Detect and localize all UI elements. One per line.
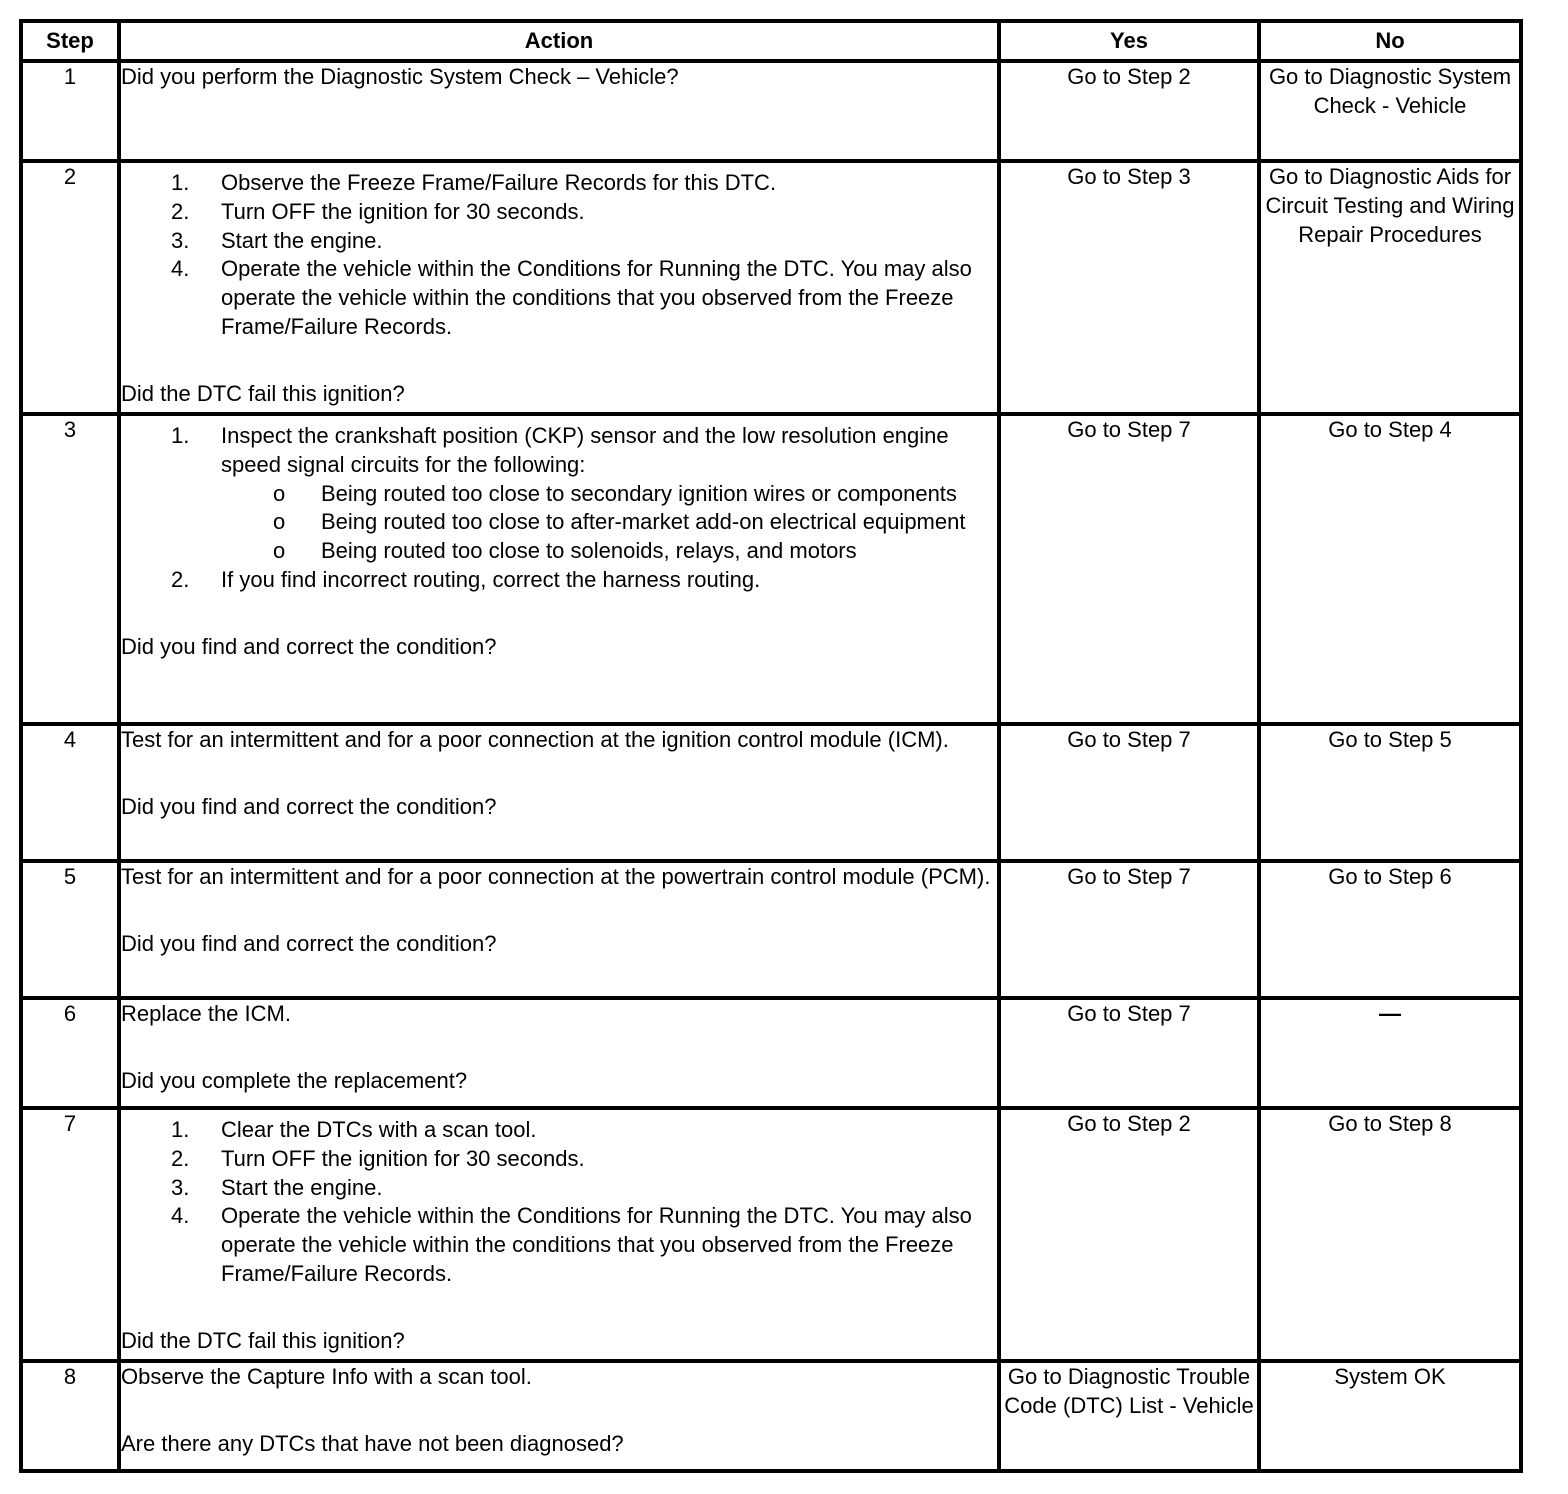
table-row: [21, 1108, 1521, 1361]
bullet-item: [221, 508, 997, 537]
list-text: If you find incorrect routing, correct the harness routing.: [221, 566, 761, 592]
bullet-list: [121, 480, 997, 566]
table-row: [21, 724, 1521, 861]
no-cell: Go to Step 8: [1259, 1108, 1521, 1361]
no-cell: —: [1259, 998, 1521, 1108]
list-number: 1.: [171, 423, 190, 448]
list-number: 3.: [171, 1174, 190, 1200]
action-cell: [119, 1108, 999, 1361]
bullet-text: Being routed too close to secondary ignition wires or components: [321, 480, 957, 506]
action-cell: [119, 161, 999, 414]
table-row: [21, 861, 1521, 998]
list-item: [121, 422, 997, 480]
list-number: 2.: [171, 1145, 190, 1171]
numbered-list: [121, 566, 997, 595]
spacer: [121, 892, 997, 930]
header-no: No: [1259, 21, 1521, 61]
step-number: 7: [21, 1108, 119, 1361]
question-text: Did you find and correct the condition?: [121, 793, 497, 819]
list-text: Observe the Freeze Frame/Failure Records for this DTC.: [221, 170, 777, 195]
action-text: Test for an intermittent and for a poor connection at the ignition control module (ICM).: [121, 727, 949, 752]
bullet-marker: o: [273, 509, 286, 535]
list-text: Operate the vehicle within the Conditions for Running the DTC. You may also operate the vehicle within the conditions that you observed from the Freeze Frame/Failure Records.: [221, 256, 972, 339]
action-cell: [119, 414, 999, 724]
list-number: 4.: [171, 256, 190, 282]
action-cell: [119, 724, 999, 861]
list-item: [121, 169, 997, 198]
action-cell: [119, 861, 999, 998]
spacer: [121, 1289, 997, 1327]
table-row: [21, 414, 1521, 724]
numbered-list: [121, 422, 997, 480]
yes-cell: Go to Step 3: [999, 161, 1259, 414]
action-text: Observe the Capture Info with a scan tool.: [121, 1364, 532, 1389]
list-item: [121, 1202, 997, 1288]
bullet-item: [221, 537, 997, 566]
question-text: Are there any DTCs that have not been diagnosed?: [121, 1430, 624, 1456]
yes-cell: Go to Diagnostic Trouble Code (DTC) List - Vehicle: [999, 1361, 1259, 1471]
list-item: [121, 1174, 997, 1203]
list-text: Inspect the crankshaft position (CKP) sensor and the low resolution engine speed signal circuits for the following:: [221, 423, 949, 477]
list-number: 2.: [171, 566, 190, 592]
step-number: 2: [21, 161, 119, 414]
table-row: [21, 998, 1521, 1108]
header-yes: Yes: [999, 21, 1259, 61]
spacer: [121, 342, 997, 380]
no-cell: Go to Step 6: [1259, 861, 1521, 998]
question-text: Did the DTC fail this ignition?: [121, 1327, 405, 1353]
list-number: 2.: [171, 198, 190, 224]
header-row: [21, 21, 1521, 61]
table-row: [21, 1361, 1521, 1471]
step-number: 1: [21, 61, 119, 161]
table-row: [21, 161, 1521, 414]
list-item: [121, 1116, 997, 1145]
spacer: [121, 755, 997, 793]
list-item: [121, 227, 997, 256]
list-text: Operate the vehicle within the Conditions for Running the DTC. You may also operate the vehicle within the conditions that you observed from the Freeze Frame/Failure Records.: [221, 1203, 972, 1286]
bullet-text: Being routed too close to after-market add-on electrical equipment: [321, 509, 966, 535]
step-number: 8: [21, 1361, 119, 1471]
question-text: Did the DTC fail this ignition?: [121, 380, 405, 406]
spacer: [121, 595, 997, 633]
numbered-list: [121, 1116, 997, 1289]
action-cell: [119, 998, 999, 1108]
action-cell: [119, 61, 999, 161]
step-number: 4: [21, 724, 119, 861]
list-number: 1.: [171, 1117, 190, 1142]
step-number: 6: [21, 998, 119, 1108]
yes-cell: Go to Step 7: [999, 861, 1259, 998]
step-number: 3: [21, 414, 119, 724]
spacer: [121, 1029, 997, 1067]
list-number: 4.: [171, 1203, 190, 1229]
no-cell: Go to Step 5: [1259, 724, 1521, 861]
action-text: Test for an intermittent and for a poor connection at the powertrain control module (PCM).: [121, 864, 991, 889]
question-text: Did you complete the replacement?: [121, 1067, 468, 1093]
yes-cell: Go to Step 7: [999, 998, 1259, 1108]
numbered-list: [121, 169, 997, 342]
question-text: Did you find and correct the condition?: [121, 633, 497, 659]
spacer: [121, 1392, 997, 1430]
action-text: Did you perform the Diagnostic System Check – Vehicle?: [121, 64, 679, 89]
no-cell: Go to Diagnostic System Check - Vehicle: [1259, 61, 1521, 161]
list-item: [121, 255, 997, 341]
list-text: Start the engine.: [221, 1174, 383, 1200]
no-cell: Go to Step 4: [1259, 414, 1521, 724]
question-text: Did you find and correct the condition?: [121, 930, 497, 956]
action-text: Replace the ICM.: [121, 1001, 291, 1026]
list-number: 1.: [171, 170, 190, 195]
diagnostic-table: [19, 19, 1523, 1473]
yes-cell: Go to Step 2: [999, 1108, 1259, 1361]
bullet-marker: o: [273, 538, 286, 564]
yes-cell: Go to Step 2: [999, 61, 1259, 161]
list-item: [121, 198, 997, 227]
list-item: [121, 566, 997, 595]
no-cell: Go to Diagnostic Aids for Circuit Testing and Wiring Repair Procedures: [1259, 161, 1521, 414]
bullet-marker: o: [273, 480, 286, 506]
list-number: 3.: [171, 227, 190, 253]
yes-cell: Go to Step 7: [999, 724, 1259, 861]
no-cell: System OK: [1259, 1361, 1521, 1471]
bullet-text: Being routed too close to solenoids, relays, and motors: [321, 538, 857, 564]
action-cell: [119, 1361, 999, 1471]
list-item: [121, 1145, 997, 1174]
yes-cell: Go to Step 7: [999, 414, 1259, 724]
list-text: Turn OFF the ignition for 30 seconds.: [221, 1145, 585, 1171]
bullet-item: [221, 480, 997, 509]
step-number: 5: [21, 861, 119, 998]
header-step: Step: [21, 21, 119, 61]
list-text: Clear the DTCs with a scan tool.: [221, 1117, 537, 1142]
list-text: Start the engine.: [221, 227, 383, 253]
list-text: Turn OFF the ignition for 30 seconds.: [221, 198, 585, 224]
table-row: [21, 61, 1521, 161]
document-page: [19, 19, 1523, 1473]
header-action: Action: [119, 21, 999, 61]
